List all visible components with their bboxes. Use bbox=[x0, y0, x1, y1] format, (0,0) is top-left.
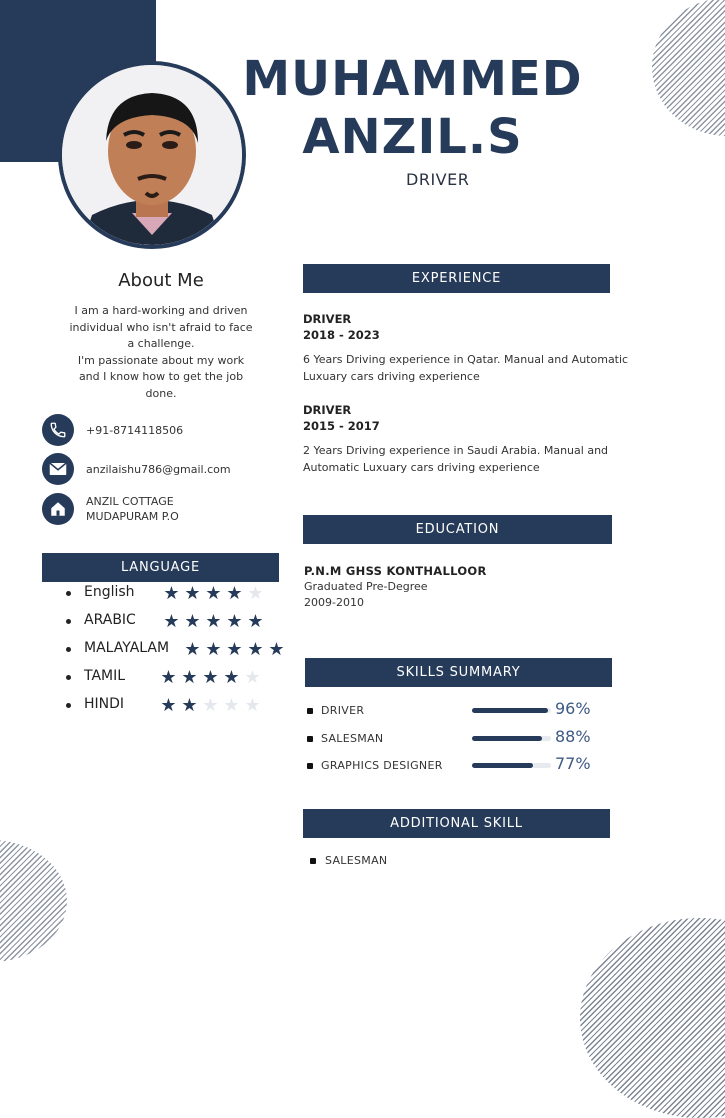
star-filled-icon: ★ bbox=[205, 583, 222, 604]
star-filled-icon: ★ bbox=[223, 667, 240, 688]
mail-icon bbox=[42, 453, 74, 485]
about-line: a challenge. bbox=[127, 337, 195, 350]
bullet bbox=[66, 675, 71, 680]
skill-name: DRIVER bbox=[321, 704, 365, 717]
skill-item bbox=[307, 727, 607, 750]
star-rating bbox=[182, 640, 287, 660]
language-item bbox=[66, 582, 296, 610]
bullet bbox=[66, 619, 71, 624]
job-title: DRIVER bbox=[406, 170, 470, 189]
experience-description bbox=[303, 442, 648, 476]
contact-address bbox=[42, 493, 179, 525]
person-name bbox=[240, 50, 585, 166]
skill-item bbox=[307, 699, 607, 722]
phone-number: +91-8714118506 bbox=[86, 423, 184, 437]
skill-percent: 77% bbox=[555, 754, 591, 773]
additional-skill-name: SALESMAN bbox=[325, 854, 388, 867]
experience-heading: EXPERIENCE bbox=[303, 264, 610, 293]
star-empty-icon: ★ bbox=[247, 583, 264, 604]
experience-years: 2018 - 2023 bbox=[303, 328, 380, 342]
star-filled-icon: ★ bbox=[226, 611, 243, 632]
experience-item bbox=[303, 312, 648, 385]
star-empty-icon: ★ bbox=[202, 695, 219, 716]
language-name: MALAYALAM bbox=[84, 640, 170, 656]
star-filled-icon: ★ bbox=[247, 639, 264, 660]
hatched-circle-decoration-bottom-left bbox=[0, 840, 67, 962]
education-school: P.N.M GHSS KONTHALLOOR bbox=[304, 564, 487, 578]
star-filled-icon: ★ bbox=[160, 667, 177, 688]
about-line: I am a hard-working and driven bbox=[74, 304, 248, 317]
skill-percent: 88% bbox=[555, 727, 591, 746]
star-filled-icon: ★ bbox=[160, 695, 177, 716]
bullet bbox=[66, 591, 71, 596]
star-filled-icon: ★ bbox=[268, 639, 285, 660]
skill-item bbox=[307, 754, 607, 777]
star-rating bbox=[161, 584, 266, 604]
bullet bbox=[307, 736, 313, 742]
about-title: About Me bbox=[118, 270, 204, 291]
hatched-circle-decoration-top-right bbox=[652, 0, 725, 136]
star-filled-icon: ★ bbox=[163, 583, 180, 604]
bullet bbox=[307, 763, 313, 769]
star-filled-icon: ★ bbox=[205, 639, 222, 660]
star-filled-icon: ★ bbox=[226, 583, 243, 604]
language-item bbox=[66, 610, 296, 638]
experience-role: DRIVER bbox=[303, 403, 352, 417]
bullet bbox=[66, 647, 71, 652]
profile-photo bbox=[58, 61, 246, 249]
about-line: and I know how to get the job bbox=[78, 370, 244, 383]
address-line-1: ANZIL COTTAGE bbox=[86, 495, 174, 508]
skill-name: GRAPHICS DESIGNER bbox=[321, 759, 443, 772]
skill-progress-fill bbox=[472, 708, 548, 713]
star-filled-icon: ★ bbox=[247, 611, 264, 632]
skill-progress-track bbox=[472, 708, 551, 713]
address bbox=[86, 494, 179, 524]
skill-percent: 96% bbox=[555, 699, 591, 718]
experience-description bbox=[303, 351, 648, 385]
star-rating bbox=[161, 612, 266, 632]
experience-item bbox=[303, 403, 648, 476]
language-item bbox=[66, 666, 296, 694]
contact-email bbox=[42, 453, 231, 485]
skill-name: SALESMAN bbox=[321, 732, 384, 745]
email-address: anzilaishu786@gmail.com bbox=[86, 462, 231, 476]
language-name: TAMIL bbox=[84, 668, 126, 684]
home-icon bbox=[42, 493, 74, 525]
star-filled-icon: ★ bbox=[163, 611, 180, 632]
star-filled-icon: ★ bbox=[181, 667, 198, 688]
skill-progress-fill bbox=[472, 763, 533, 768]
experience-years: 2015 - 2017 bbox=[303, 419, 380, 433]
star-rating bbox=[158, 696, 263, 716]
about-line: individual who isn't afraid to face bbox=[69, 320, 253, 334]
experience-description-line: Automatic Luxuary cars driving experience bbox=[303, 461, 540, 474]
star-empty-icon: ★ bbox=[244, 667, 261, 688]
about-text bbox=[52, 303, 270, 402]
address-line-2: MUDAPURAM P.O bbox=[86, 510, 179, 523]
star-filled-icon: ★ bbox=[181, 695, 198, 716]
contact-phone bbox=[42, 414, 183, 446]
bullet bbox=[310, 858, 316, 864]
skills-heading: SKILLS SUMMARY bbox=[305, 658, 612, 687]
education-entry bbox=[304, 563, 487, 611]
experience-description-line: Luxuary cars driving experience bbox=[303, 370, 480, 383]
skill-progress-track bbox=[472, 763, 551, 768]
name-line-1: MUHAMMED bbox=[242, 51, 583, 107]
star-filled-icon: ★ bbox=[205, 611, 222, 632]
experience-role: DRIVER bbox=[303, 312, 352, 326]
experience-description-line: 6 Years Driving experience in Qatar. Manual and Automatic bbox=[303, 353, 629, 366]
skill-progress-fill bbox=[472, 736, 542, 741]
education-years: 2009-2010 bbox=[304, 596, 364, 609]
star-filled-icon: ★ bbox=[184, 583, 201, 604]
language-heading: LANGUAGE bbox=[42, 553, 279, 582]
additional-skill-heading: ADDITIONAL SKILL bbox=[303, 809, 610, 838]
language-item bbox=[66, 694, 296, 722]
education-degree: Graduated Pre-Degree bbox=[304, 580, 428, 593]
star-filled-icon: ★ bbox=[184, 611, 201, 632]
star-rating bbox=[158, 668, 263, 688]
phone-icon bbox=[42, 414, 74, 446]
star-filled-icon: ★ bbox=[184, 639, 201, 660]
skill-progress-track bbox=[472, 736, 551, 741]
about-line: I'm passionate about my work bbox=[77, 353, 245, 367]
star-empty-icon: ★ bbox=[244, 695, 261, 716]
star-filled-icon: ★ bbox=[202, 667, 219, 688]
language-name: ARABIC bbox=[84, 612, 136, 628]
star-empty-icon: ★ bbox=[223, 695, 240, 716]
language-name: HINDI bbox=[84, 696, 125, 712]
bullet bbox=[307, 708, 313, 714]
name-line-2: ANZIL.S bbox=[302, 109, 523, 165]
star-filled-icon: ★ bbox=[226, 639, 243, 660]
profile-photo-illustration bbox=[62, 65, 242, 245]
language-item bbox=[66, 638, 296, 666]
experience-description-line: 2 Years Driving experience in Saudi Arabia. Manual and bbox=[303, 444, 609, 457]
bullet bbox=[66, 703, 71, 708]
about-line: done. bbox=[145, 386, 177, 400]
education-heading: EDUCATION bbox=[303, 515, 612, 544]
hatched-circle-decoration-bottom-right bbox=[580, 918, 725, 1118]
language-name: English bbox=[84, 584, 135, 600]
language-list bbox=[66, 582, 296, 722]
